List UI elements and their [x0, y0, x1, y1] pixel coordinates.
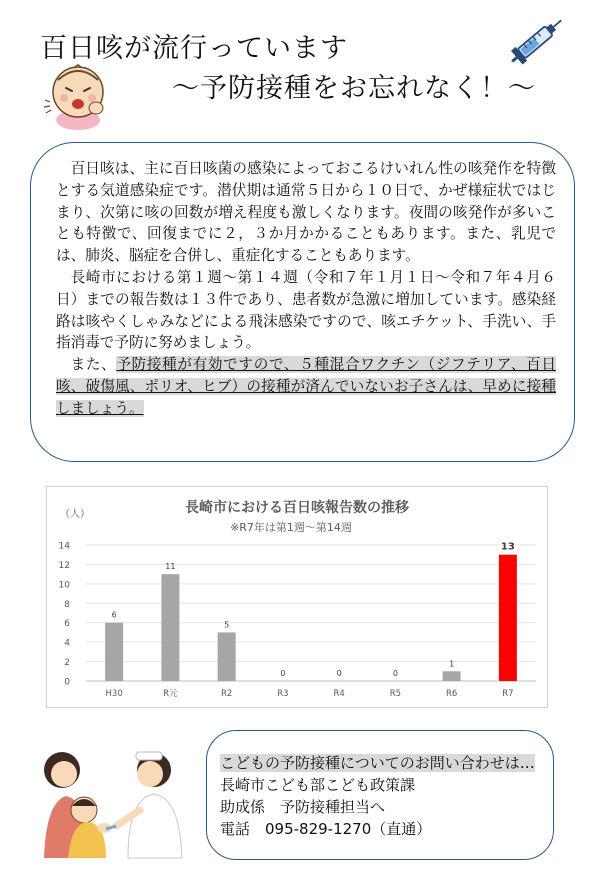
- x-tick-label: R元: [163, 689, 178, 699]
- highlighted-vaccine-note: 予防接種が有効ですので、５種混合ワクチン（ジフテリア、百日咳、破傷風、ポリオ、ヒブ）の接種が済んでいないお子さんは、早めに接種しましょう。: [56, 356, 556, 417]
- paragraph-vaccination-advice: また、予防接種が有効ですので、５種混合ワクチン（ジフテリア、百日咳、破傷風、ポリオ、ヒブ）の接種が済んでいないお子さんは、早めに接種しましょう。: [56, 356, 556, 417]
- data-label: 5: [224, 620, 230, 630]
- chart-y-axis-label: （人）: [60, 509, 90, 520]
- data-label: 0: [280, 669, 286, 678]
- y-tick-label: 0: [64, 677, 70, 688]
- x-tick-label: R4: [333, 689, 345, 699]
- x-tick-label: R7: [502, 689, 514, 699]
- x-tick-label: R2: [220, 689, 233, 699]
- y-tick-label: 14: [58, 541, 70, 552]
- bar-H30: [105, 623, 123, 681]
- y-tick-label: 6: [64, 619, 70, 630]
- contact-department: 長崎市こども部こども政策課: [220, 776, 416, 794]
- data-label: 13: [500, 541, 515, 553]
- y-tick-label: 10: [58, 580, 70, 591]
- page-subtitle: ～予防接種をお忘れなく！～: [172, 73, 536, 104]
- x-tick-label: R5: [389, 689, 402, 699]
- coughing-baby-icon: [42, 58, 112, 130]
- data-label: 11: [165, 562, 176, 572]
- x-tick-label: R6: [445, 689, 458, 699]
- bar-R7: [499, 555, 517, 681]
- syringe-icon: [508, 8, 570, 70]
- chart-title: 長崎市における百日咳報告数の推移: [185, 500, 409, 516]
- paragraph-report-count: 長崎市における第１週～第１４週（令和７年１月１日～令和７年４月６日）までの報告数は１３件であり、患者数が急激に増加しています。感染経路は咳やくしゃみなどによる飛沫感染ですので、咳エチケット、手洗い、手指消毒で予防に努めましょう。: [56, 268, 556, 352]
- page-title: 百日咳が流行っています: [40, 33, 348, 64]
- bar-R2: [218, 632, 236, 681]
- contact-section: 助成係 予防接種担当へ: [220, 798, 386, 816]
- chart-grid: [59, 542, 536, 688]
- x-tick-label: H30: [105, 689, 123, 699]
- x-tick-label: R3: [277, 689, 289, 699]
- paragraph-about-pertussis: 百日咳は、主に百日咳菌の感染によっておこるけいれん性の咳発作を特徴とする気道感染症です。潜伏期は通常５日から１０日で、かぜ様症状ではじまり、次第に咳の回数が増え程度も激しくなります。夜間の咳発作が多いことも特徴で、回復までに２，３か月かかることもあります。また、乳児では、肺炎、脳症を合併し、重症化することもあります。: [56, 160, 556, 265]
- report-count-chart: [46, 486, 548, 708]
- y-tick-label: 12: [58, 560, 70, 571]
- contact-intro: こどもの予防接種についてのお問い合わせは…: [220, 754, 535, 772]
- contact-phone: 電話 095-829-1270（直通）: [220, 820, 432, 838]
- y-tick-label: 4: [64, 638, 70, 649]
- data-label: 6: [111, 610, 117, 620]
- y-tick-label: 8: [64, 599, 70, 610]
- data-label: 1: [449, 659, 455, 669]
- data-label: 0: [336, 669, 342, 678]
- bar-R元: [161, 574, 179, 681]
- contact-info: [220, 752, 535, 840]
- vaccination-illustration: [36, 740, 186, 860]
- data-label: 0: [392, 669, 398, 678]
- chart-subtitle: ※R7年は第1週～第14週: [230, 521, 352, 534]
- info-text: [56, 158, 556, 420]
- chart-bars: [105, 542, 517, 699]
- bar-R6: [443, 671, 461, 681]
- y-tick-label: 2: [64, 658, 70, 669]
